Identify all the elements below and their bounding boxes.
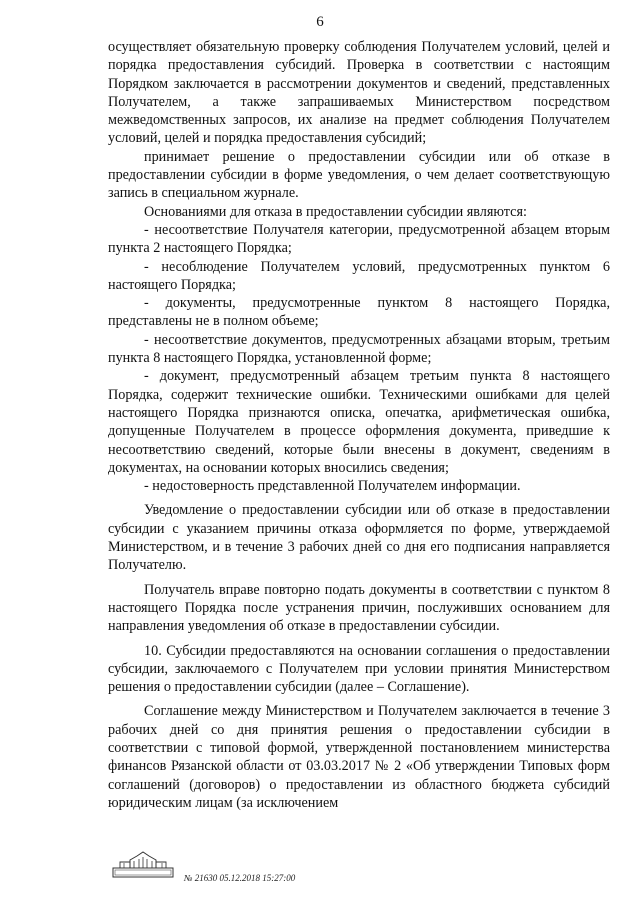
- paragraph: Соглашение между Министерством и Получателем заключается в течение 3 рабочих дней со дня принятия решения о предоставлении субсидии в соответствии с типовой формой, утвержденной постановлением министерства финансов Рязанской области от 03.03.2017 № 2 «Об утверждении Типовых форм соглашений (договоров) о предоставлении из областного бюджета субсидий юридическим лицам (за исключением: [108, 703, 610, 811]
- paragraph: - документы, предусмотренные пунктом 8 настоящего Порядка, представлены не в полном объеме;: [108, 295, 610, 330]
- paragraph: осуществляет обязательную проверку соблюдения Получателем условий, целей и порядка предоставления субсидий. Проверка в соответствии с настоящим Порядком заключается в рассмотрении документов и сведений, представленных Получателем, а также запрашиваемых Министерством посредством межведомственных запросов, их анализе на предмет соблюдения Получателем условий, целей и порядка предоставления субсидий;: [108, 39, 610, 147]
- paragraph: Получатель вправе повторно подать документы в соответствии с пунктом 8 настоящего Порядка после устранения причин, послуживших основанием для направления уведомления об отказе в предоставлении субсидии.: [108, 581, 610, 635]
- paragraph: принимает решение о предоставлении субсидии или об отказе в предоставлении субсидии в форме уведомления, о чем делает соответствующую запись в специальном журнале.: [108, 148, 610, 202]
- paragraph: Уведомление о предоставлении субсидии или об отказе в предоставлении субсидии с указанием причины отказа оформляется по форме, утверждаемой Министерством, и в течение 3 рабочих дней со дня его подписания направляется Получателю.: [108, 502, 610, 574]
- paragraph: 10. Субсидии предоставляются на основании соглашения о предоставлении субсидии, заключаемого с Получателем при условии принятия Министерством решения о предоставлении субсидии (далее – Соглашение).: [108, 642, 610, 696]
- registry-stamp-icon: [112, 851, 174, 878]
- paragraph: - несоблюдение Получателем условий, предусмотренных пунктом 6 настоящего Порядка;: [108, 258, 610, 293]
- paragraph: - недостоверность представленной Получателем информации.: [144, 478, 521, 495]
- paragraph: - документ, предусмотренный абзацем третьим пункта 8 настоящего Порядка, содержит технические ошибки. Техническими ошибками для целей настоящего Порядка признаются описка, опечатка, арифметическая ошибка, допущенные Получателем в процессе оформления документа, приведшие к несоответствию сведений, которые были внесены в документ, сведениям в документах, на основании которых вносились сведения;: [108, 368, 610, 476]
- page-number: 6: [316, 14, 324, 30]
- paragraph: Основаниями для отказа в предоставлении субсидии являются:: [144, 203, 527, 220]
- registration-footer: № 21630 05.12.2018 15:27:00: [184, 873, 296, 883]
- document-body: [108, 38, 610, 812]
- paragraph: - несоответствие документов, предусмотренных абзацами вторым, третьим пункта 8 настоящего Порядка, установленной форме;: [108, 331, 610, 367]
- paragraph: - несоответствие Получателя категории, предусмотренной абзацем вторым пункта 2 настоящего Порядка;: [108, 221, 610, 257]
